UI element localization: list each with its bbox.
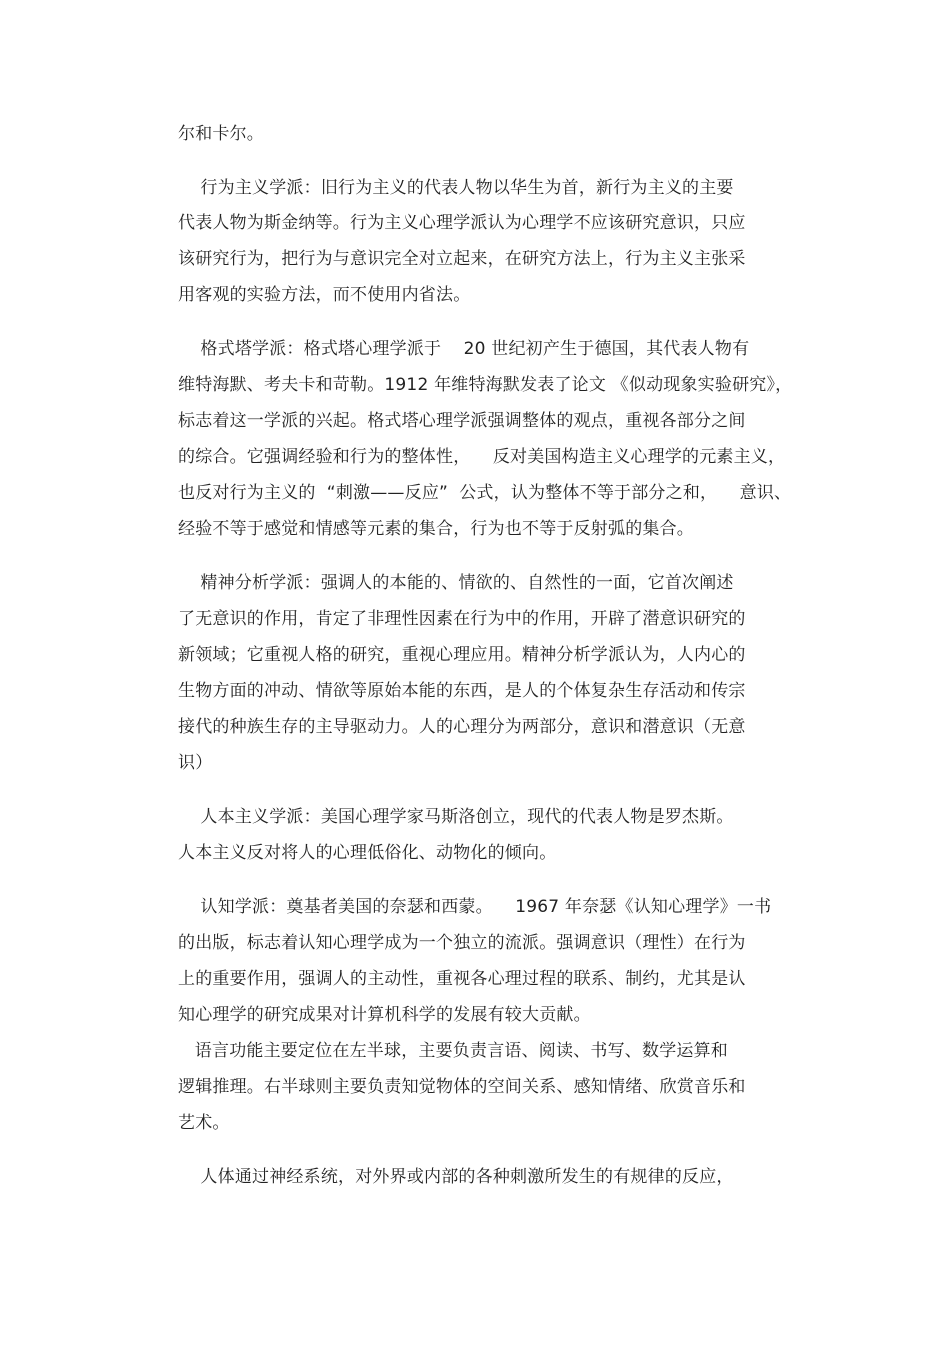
- text-line: 人体通过神经系统，对外界或内部的各种刺激所发生的有规律的反应，: [178, 1167, 734, 1187]
- text-line: 的出版，标志着认知心理学成为一个独立的流派。强调意识（理性）在行为: [178, 933, 746, 953]
- text-line: 人本主义学派：美国心理学家马斯洛创立，现代的代表人物是罗杰斯。: [178, 807, 734, 827]
- text-line: 该研究行为，把行为与意识完全对立起来，在研究方法上，行为主义主张采: [178, 249, 746, 269]
- text-line: 格式塔学派：格式塔心理学派于 20 世纪初产生于德国，其代表人物有: [178, 339, 750, 359]
- text-line: 的综合。它强调经验和行为的整体性， 反对美国构造主义心理学的元素主义，: [178, 447, 786, 467]
- text-line: 了无意识的作用，肯定了非理性因素在行为中的作用，开辟了潜意识研究的: [178, 609, 746, 629]
- text-line: 尔和卡尔。: [178, 124, 264, 144]
- text-line: 人本主义反对将人的心理低俗化、动物化的倾向。: [178, 843, 557, 863]
- text-line: 识）: [178, 753, 213, 773]
- text-line: 经验不等于感觉和情感等元素的集合，行为也不等于反射弧的集合。: [178, 519, 694, 539]
- text-line: 标志着这一学派的兴起。格式塔心理学派强调整体的观点，重视各部分之间: [178, 411, 746, 431]
- text-line: 艺术。: [178, 1113, 230, 1133]
- text-line: 代表人物为斯金纳等。行为主义心理学派认为心理学不应该研究意识，只应: [178, 213, 746, 233]
- text-line: 维特海默、考夫卡和苛勒。1912 年维特海默发表了论文 《似动现象实验研究》，: [178, 375, 793, 395]
- text-line: 认知学派：奠基者美国的奈瑟和西蒙。 1967 年奈瑟《认知心理学》一书: [178, 897, 772, 917]
- text-line: 接代的种族生存的主导驱动力。人的心理分为两部分，意识和潜意识（无意: [178, 717, 746, 737]
- text-line: 行为主义学派：旧行为主义的代表人物以华生为首，新行为主义的主要: [178, 178, 734, 198]
- text-line: 精神分析学派：强调人的本能的、情欲的、自然性的一面，它首次阐述: [178, 573, 734, 593]
- text-line: 生物方面的冲动、情欲等原始本能的东西，是人的个体复杂生存活动和传宗: [178, 681, 746, 701]
- text-line: 知心理学的研究成果对计算机科学的发展有较大贡献。: [178, 1005, 591, 1025]
- text-line: 语言功能主要定位在左半球，主要负责言语、阅读、书写、数学运算和: [178, 1041, 729, 1061]
- text-line: 用客观的实验方法，而不使用内省法。: [178, 285, 471, 305]
- text-line: 上的重要作用，强调人的主动性，重视各心理过程的联系、制约，尤其是认: [178, 969, 746, 989]
- text-line: 新领域；它重视人格的研究，重视心理应用。精神分析学派认为，人内心的: [178, 645, 746, 665]
- text-line: 也反对行为主义的 “刺激——反应” 公式，认为整体不等于部分之和， 意识、: [178, 483, 792, 503]
- text-line: 逻辑推理。右半球则主要负责知觉物体的空间关系、感知情绪、欣赏音乐和: [178, 1077, 746, 1097]
